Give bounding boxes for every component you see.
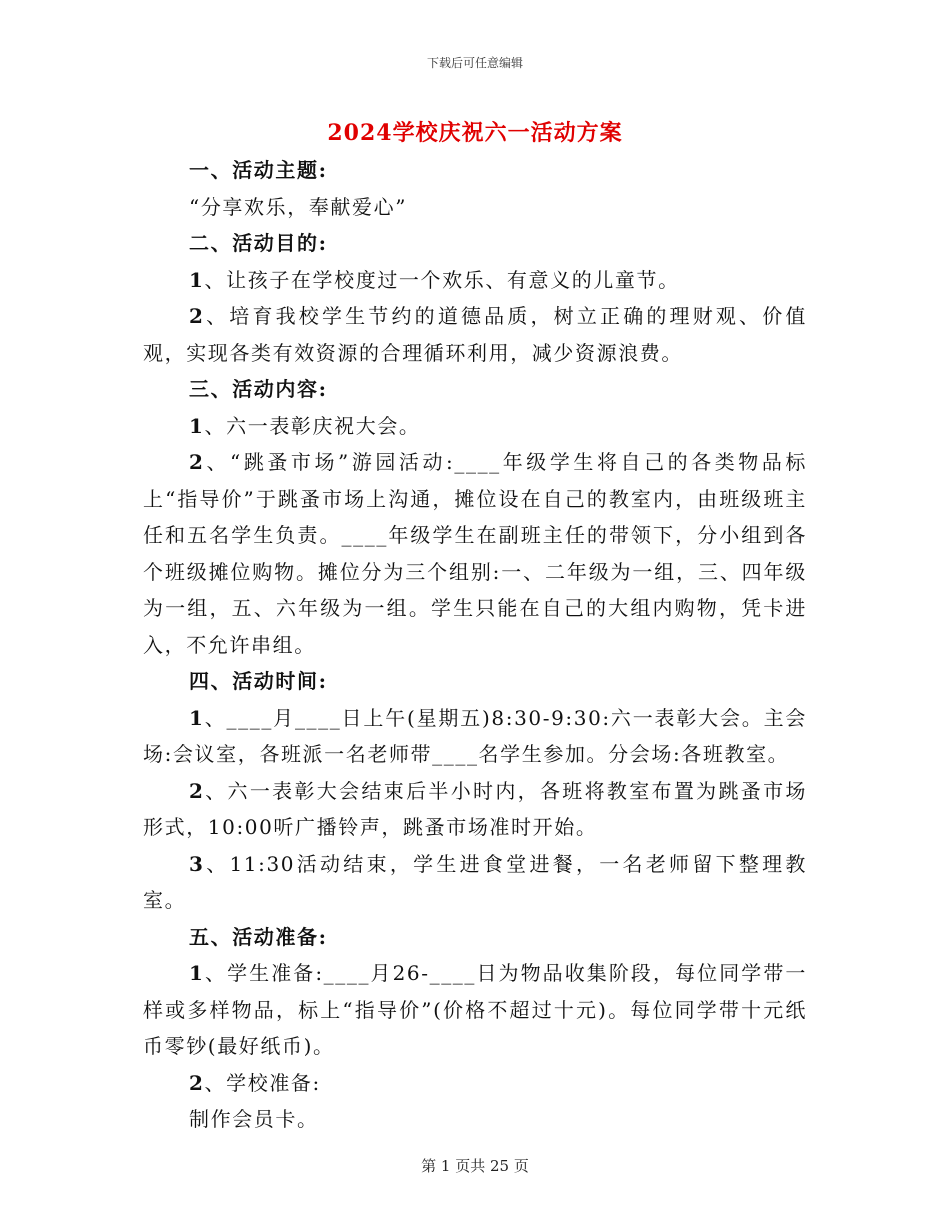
time-item-1 — [143, 700, 807, 773]
section-heading-purpose: 二、活动目的: — [189, 231, 328, 255]
prep-item-1 — [143, 955, 807, 1065]
item-number: 1 — [189, 413, 205, 438]
section-heading-prep: 五、活动准备: — [189, 924, 328, 949]
purpose-item-1 — [143, 262, 807, 299]
page-number: 第 1 页共 25 页 — [421, 1157, 529, 1175]
item-text: 、____月____日上午(星期五)8:30-9:30:六一表彰大会。主会场:会议室，各班派一名老师带____名学生参加。分会场:各班教室。 — [143, 705, 807, 766]
purpose-item-2 — [143, 298, 807, 371]
item-number: 2 — [189, 1070, 205, 1095]
item-text: 、11:30活动结束，学生进食堂进餐，一名老师留下整理教室。 — [143, 851, 807, 912]
time-item-2 — [143, 773, 807, 846]
item-number: 1 — [189, 267, 205, 292]
content-item-2 — [143, 444, 807, 663]
header-note: 下载后可任意编辑 — [426, 56, 523, 70]
item-number: 1 — [189, 705, 205, 730]
item-text: 、学校准备: — [204, 1070, 321, 1095]
document-body — [143, 152, 807, 1138]
prep-last-line: 制作会员卡。 — [189, 1107, 319, 1131]
section-heading-content: 三、活动内容: — [189, 377, 328, 401]
prep-item-2 — [143, 1065, 807, 1102]
item-number: 2 — [189, 304, 205, 328]
item-text: 、培育我校学生节约的道德品质，树立正确的理财观、价值观，实现各类有效资源的合理循环利用，减少资源浪费。 — [143, 304, 807, 365]
document-title: 2024学校庆祝六一活动方案 — [327, 120, 623, 146]
content-item-1 — [143, 408, 807, 445]
item-text: 、六一表彰大会结束后半小时内，各班将教室布置为跳蚤市场形式，10:00听广播铃声，跳蚤市场准时开始。 — [143, 778, 807, 839]
section-heading-time: 四、活动时间: — [189, 669, 328, 693]
item-number: 2 — [189, 450, 205, 474]
item-text: 、六一表彰庆祝大会。 — [204, 413, 421, 438]
item-number: 1 — [189, 961, 205, 985]
item-text: 、“跳蚤市场”游园活动:____年级学生将自己的各类物品标上“指导价”于跳蚤市场上沟通，摊位设在自己的教室内，由班级班主任和五名学生负责。____年级学生在副班主任的带领下，分小组到各个班级摊位购物。摊位分为三个组别:一、二年级为一组，三、四年级为一组，五、六年级为一组。学生只能在自己的大组内购物，凭卡进入，不允许串组。 — [143, 450, 807, 657]
section-heading-theme: 一、活动主题: — [189, 158, 328, 182]
time-item-3 — [143, 846, 807, 919]
item-text: 、让孩子在学校度过一个欢乐、有意义的儿童节。 — [204, 267, 680, 292]
item-text: 、学生准备:____月26-____日为物品收集阶段，每位同学带一样或多样物品，标上“指导价”(价格不超过十元)。每位同学带十元纸币零钞(最好纸币)。 — [143, 961, 807, 1058]
theme-text: “分享欢乐，奉献爱心” — [189, 194, 408, 219]
item-number: 2 — [189, 778, 205, 803]
item-number: 3 — [189, 851, 205, 876]
